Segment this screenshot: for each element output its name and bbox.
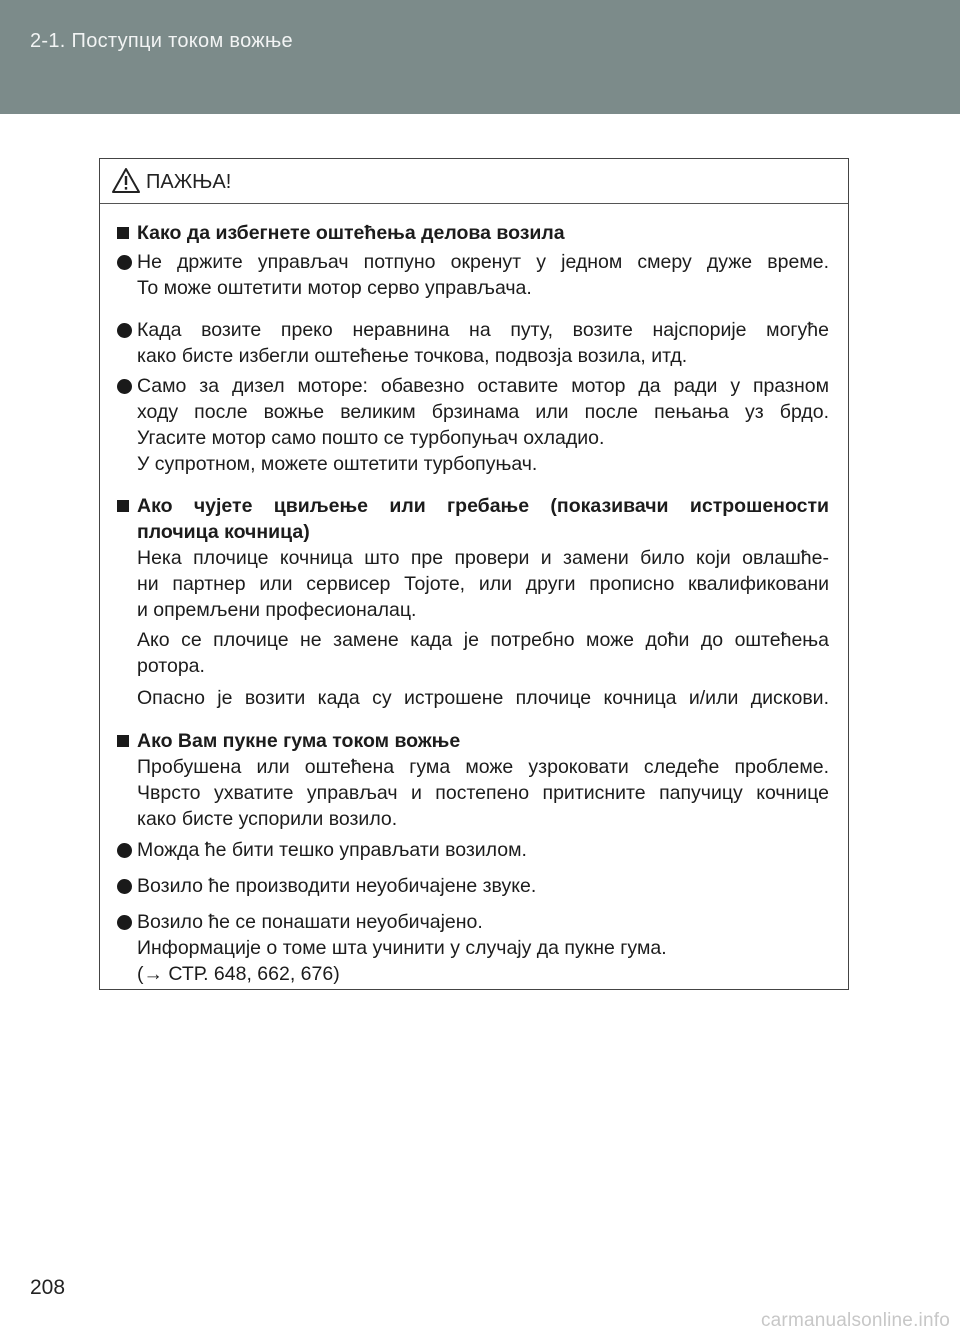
round-bullet-icon xyxy=(117,323,132,338)
paragraph-line: и опремљени професионалац. xyxy=(137,599,417,621)
bullet-text-line: Возило ће се понашати неуобичајено. xyxy=(137,911,483,933)
round-bullet-icon xyxy=(117,843,132,858)
round-bullet-icon xyxy=(117,255,132,270)
paragraph-line: како бисте успорили возило. xyxy=(137,808,398,830)
section-title: 2-1. Поступци током вожње xyxy=(30,30,293,52)
caution-header xyxy=(100,159,848,204)
round-bullet-icon xyxy=(117,915,132,930)
round-bullet-icon xyxy=(117,879,132,894)
section-header-bar xyxy=(0,0,960,114)
bullet-text-line: ходу после вожње великим брзинама или после пењања уз брдо. xyxy=(137,401,829,423)
square-bullet-icon xyxy=(117,227,129,239)
paragraph-line: Опасно је возити када су истрошене плочице кочница и/или дискови. xyxy=(137,687,829,709)
bullet-text-line: Можда ће бити тешко управљати возилом. xyxy=(137,839,527,861)
section-heading: Ако Вам пукне гума током вожње xyxy=(137,730,461,752)
bullet-text-line: У супротном, можете оштетити турбопуњач. xyxy=(137,453,538,475)
bullet-text-line: Угасите мотор само пошто се турбопуњач охладио. xyxy=(137,427,605,449)
caution-title: ПАЖЊА! xyxy=(146,171,232,193)
bullet-text-line: како бисте избегли оштећење точкова, подвозја возила, итд. xyxy=(137,345,688,367)
caution-box xyxy=(99,158,849,990)
warning-triangle-icon xyxy=(111,167,141,194)
section-heading: плочица кочница) xyxy=(137,521,310,543)
bullet-text-line: Возило ће производити неуобичајене звуке. xyxy=(137,875,537,897)
section-heading: Како да избегнете оштећења делова возила xyxy=(137,222,565,244)
page-number: 208 xyxy=(30,1276,66,1299)
paragraph-line: Пробушена или оштећена гума може узроковати следеће проблеме. xyxy=(137,756,829,778)
section-heading: Ако чујете цвиљење или гребање (показивачи истрошености xyxy=(137,495,829,517)
paragraph-line: Информације о томе шта учинити у случају да пукне гума. xyxy=(137,937,667,959)
bullet-text-line: Само за дизел моторе: обавезно оставите мотор да ради у празном xyxy=(137,375,829,397)
square-bullet-icon xyxy=(117,500,129,512)
round-bullet-icon xyxy=(117,379,132,394)
bullet-text-line: Када возите преко неравнина на путу, возите најспорије могуће xyxy=(137,319,829,341)
paragraph-line: ни партнер или сервисер Тојоте, или други прописно квалификовани xyxy=(137,573,829,595)
paragraph-line: Чврсто ухватите управљач и постепено притисните папучицу кочнице xyxy=(137,782,829,804)
page-reference: (→ СТР. 648, 662, 676) xyxy=(137,963,340,985)
square-bullet-icon xyxy=(117,735,129,747)
paragraph-line: Ако се плочице не замене када је потребно може доћи до оштећења xyxy=(137,629,829,651)
bullet-text-line: То може оштетити мотор серво управљача. xyxy=(137,277,532,299)
paragraph-line: Нека плочице кочница што пре провери и замени било који овлашће- xyxy=(137,547,829,569)
watermark: carmanualsonline.info xyxy=(760,1310,950,1331)
bullet-text-line: Не држите управљач потпуно окренут у једном смеру дуже време. xyxy=(137,251,829,273)
paragraph-line: ротора. xyxy=(137,655,205,677)
